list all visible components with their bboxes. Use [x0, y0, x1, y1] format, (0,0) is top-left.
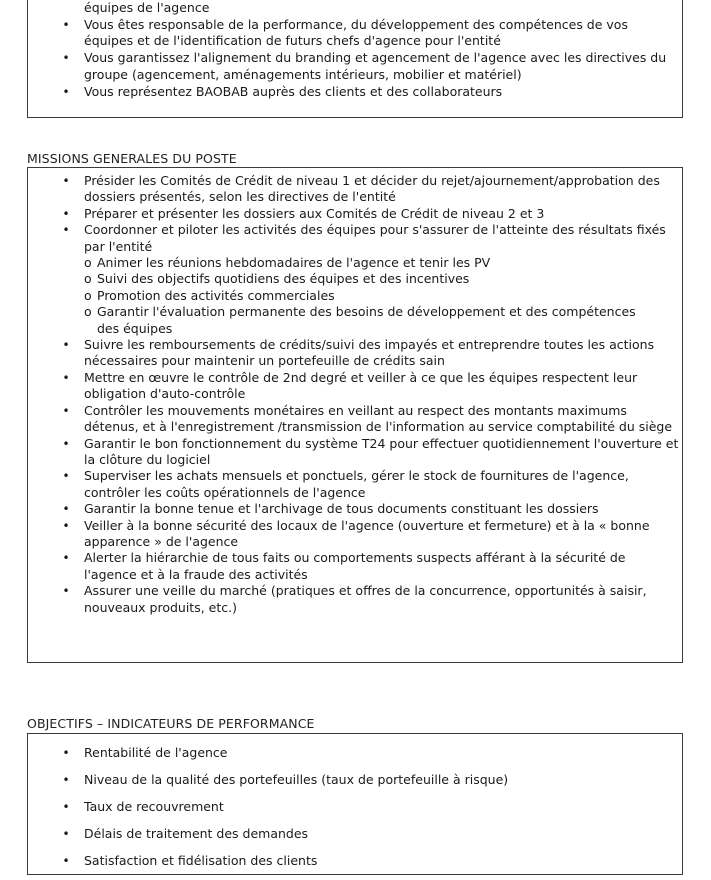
circle-bullet-icon: o — [84, 287, 92, 303]
list-item — [58, 337, 682, 370]
list-item — [58, 370, 682, 403]
list-item-text: Délais de traitement des demandes — [84, 826, 309, 841]
bullet-icon: • — [62, 469, 70, 484]
list-item — [58, 436, 682, 469]
list-item-text: Alerter la hiérarchie de tous faits ou comportements suspects afférant à la sécurité de — [84, 550, 626, 566]
sub-list-item — [84, 288, 682, 304]
sub-item-text: Garantir l'évaluation permanente des besoins de développement et des compétences — [97, 304, 636, 320]
list-item — [58, 583, 682, 616]
list-item-text: Vous garantissez l'alignement du branding et agencement de l'agence avec les directives du groupe (agencement, aménagements intérieurs, mobilier et matériel) — [84, 50, 667, 82]
list-item — [58, 17, 678, 50]
bullet-icon: • — [62, 827, 70, 841]
list-item — [58, 84, 678, 100]
bullet-icon: • — [62, 206, 70, 221]
missions-list — [58, 173, 682, 616]
list-item-text: l'agence et à la fraude des activités — [84, 566, 308, 582]
sub-list-item — [84, 304, 682, 337]
list-item-text: apparence » de l'agence — [84, 533, 239, 549]
circle-bullet-icon: o — [84, 271, 92, 287]
list-item-text: nouveaux produits, etc.) — [84, 599, 237, 615]
sub-list-item — [84, 271, 682, 287]
list-item-text: Rentabilité de l'agence — [84, 745, 228, 760]
missions-title: MISSIONS GENERALES DU POSTE — [27, 151, 237, 166]
list-item-text: la clôture du logiciel — [84, 451, 211, 467]
list-item-text: Contrôler les mouvements monétaires en veillant au respect des montants maximums — [84, 402, 627, 418]
list-item — [58, 772, 678, 788]
list-item-text: nécessaires pour maintenir un portefeuille de crédits sain — [84, 353, 445, 369]
list-item — [58, 799, 678, 815]
bullet-icon: • — [62, 436, 70, 451]
list-item-text: par l'entité — [84, 238, 153, 254]
bullet-icon: • — [62, 223, 70, 238]
sub-list-item — [84, 255, 682, 271]
list-item-text: Garantir la bonne tenue et l'archivage de tous documents constituant les dossiers — [84, 501, 599, 517]
bullet-icon: • — [62, 174, 70, 188]
list-item-text: Garantir le bon fonctionnement du système T24 pour effectuer quotidiennement l'ouverture et — [84, 435, 679, 451]
list-item — [58, 222, 682, 337]
list-item — [58, 468, 682, 501]
sub-item-text: des équipes — [97, 320, 173, 336]
list-item — [58, 403, 682, 436]
list-item — [58, 173, 682, 206]
bullet-icon: • — [62, 403, 70, 418]
list-item — [58, 826, 678, 842]
responsibilities-list — [58, 0, 678, 100]
bullet-icon: • — [62, 746, 70, 760]
list-item-text: Présider les Comités de Crédit de niveau 1 et décider du rejet/ajournement/approbation des — [84, 173, 660, 188]
list-item-text: dossiers présentés, selon les directives de l'entité — [84, 189, 396, 205]
list-item-text: Préparer et présenter les dossiers aux Comités de Crédit de niveau 2 et 3 — [84, 205, 545, 221]
list-item — [58, 0, 678, 16]
bullet-icon: • — [62, 773, 70, 787]
list-item-text: Suivre les remboursements de crédits/suivi des impayés et entreprendre toutes les actions — [84, 337, 655, 353]
list-item-text: détenus, et à l'enregistrement /transmission de l'information au service comptabilité du siège — [84, 419, 673, 435]
list-item — [58, 550, 682, 583]
sub-list — [84, 255, 682, 337]
list-item-text: contrôler les coûts opérationnels de l'agence — [84, 484, 366, 500]
bullet-icon: • — [62, 551, 70, 566]
list-item-text: Assurer une veille du marché (pratiques et offres de la concurrence, opportunités à saisir, — [84, 583, 647, 599]
list-item-text: Superviser les achats mensuels et ponctuels, gérer le stock de fournitures de l'agence, — [84, 468, 629, 484]
list-item-text: obligation d'auto-contrôle — [84, 386, 246, 402]
bullet-icon: • — [62, 84, 70, 99]
list-item — [58, 853, 678, 869]
circle-bullet-icon: o — [84, 255, 92, 271]
objectives-list — [58, 745, 678, 880]
list-item-text: Veiller à la bonne sécurité des locaux de l'agence (ouverture et fermeture) et à la « bonne — [84, 517, 650, 533]
list-item-text: Coordonner et piloter les activités des équipes pour s'assurer de l'atteinte des résultats fixés — [84, 222, 666, 238]
list-item-text: Mettre en œuvre le contrôle de 2nd degré et veiller à ce que les équipes respectent leur — [84, 369, 638, 385]
bullet-icon: • — [62, 854, 70, 868]
list-item-text: Vous représentez BAOBAB auprès des clients et des collaborateurs — [84, 83, 503, 99]
sub-item-text: Animer les réunions hebdomadaires de l'agence et tenir les PV — [97, 255, 491, 271]
sub-item-text: Promotion des activités commerciales — [97, 287, 335, 303]
bullet-icon: • — [62, 518, 70, 533]
list-item — [58, 206, 682, 222]
list-item-text: Satisfaction et fidélisation des clients — [84, 853, 318, 868]
list-item — [58, 518, 682, 551]
list-item-text: équipes de l'agence — [84, 0, 210, 15]
objectives-title: OBJECTIFS – INDICATEURS DE PERFORMANCE — [27, 716, 315, 731]
list-item — [58, 501, 682, 517]
bullet-icon: • — [62, 338, 70, 353]
sub-item-text: Suivi des objectifs quotidiens des équipes et des incentives — [97, 271, 470, 287]
circle-bullet-icon: o — [84, 304, 92, 320]
bullet-icon: • — [62, 18, 70, 32]
list-item-text: Niveau de la qualité des portefeuilles (taux de portefeuille à risque) — [84, 772, 509, 787]
list-item-text: Taux de recouvrement — [84, 799, 224, 814]
bullet-icon: • — [62, 800, 70, 814]
list-item-text: Vous êtes responsable de la performance, du développement des compétences de vos équipes et de l'identification de futurs chefs d'agence pour l'entité — [84, 17, 628, 49]
bullet-icon: • — [62, 51, 70, 66]
list-item — [58, 745, 678, 761]
bullet-icon: • — [62, 584, 70, 599]
list-item — [58, 50, 678, 83]
bullet-icon: • — [62, 370, 70, 385]
bullet-icon: • — [62, 502, 70, 517]
